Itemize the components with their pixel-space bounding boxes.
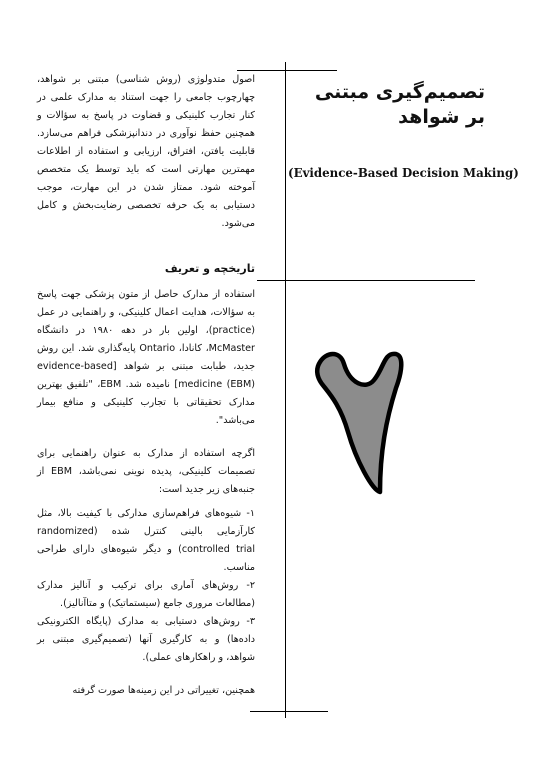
- history-paragraph-3: [37, 682, 255, 700]
- list-item: ۲- روش‌های آماری برای ترکیب و آنالیز مدارک (مطالعات مروری جامع (سیستماتیک) و متاآنالیز).: [37, 580, 255, 609]
- intro-paragraph: [37, 71, 255, 233]
- paragraph-text: استفاده از مدارک حاصل از متون پزشکی جهت پاسخ به سؤالات، هدایت اعمال کلینیکی، و راهنمایی در عمل (practice)، اولین بار در دهه ۱۹۸۰ در دانشگاه McMaster، کانادا، Ontario پایه‌گذاری شد. این روش جدید، طبابت مبتنی بر شواهد [evidence-based medicine (EBM)] نامیده شد. EBM، "تلفیق بهترین مدارک تحقیقاتی با تجارب کلینیکی و منافع بیمار می‌باشد".: [37, 289, 255, 426]
- history-paragraph-1: [37, 286, 255, 430]
- chapter-title: تصمیم‌گیری مبتنی بر شواهد: [314, 81, 485, 128]
- feature-list: [37, 505, 255, 667]
- intro-text: اصول متدولوژی (روش شناسی) مبتنی بر شواهد، چهارچوب جامعی را جهت استناد به مدارک علمی در کنار تجارب کلینیکی و قضاوت در پاسخ به سؤالات و همچنین حفظ نوآوری در دندانپزشکی فراهم می‌سازد. قابلیت یافتن، افتراق، ارزیابی و استفاده از اطلاعات مهمترین مهارتی است که باید توسط یک متخصص آموخته شود. ممتاز شدن در این مهارت، موجب دستیابی به یک حرفه تخصصی رضایت‌بخش و کامل می‌شود.: [37, 74, 255, 229]
- paragraph-text: همچنین، تغییراتی در این زمینه‌ها صورت گرفته: [72, 685, 255, 696]
- list-item: ۳- روش‌های دستیابی به مدارک (پایگاه الکترونیکی داده‌ها) و به کارگیری آنها (تصمیم‌گیری مبتنی بر شواهد، و راهکارهای عملی).: [37, 616, 255, 663]
- bottom-rule: [250, 711, 328, 712]
- vertical-divider: [285, 62, 286, 718]
- history-paragraph-2: [37, 445, 255, 499]
- heading-underline: [257, 280, 475, 281]
- paragraph-text: اگرچه استفاده از مدارک به عنوان راهنمایی برای تصمیمات کلینیکی، پدیده نوینی نمی‌باشد، EBM از جنبه‌های زیر جدید است:: [37, 448, 255, 495]
- section-heading: تاریخچه و تعریف: [164, 262, 255, 275]
- list-item: ۱- شیوه‌های فراهم‌سازی مدارکی با کیفیت بالا، مثل کارآزمایی بالینی کنترل شده (randomized controlled trial) و دیگر شیوه‌های دارای طراحی مناسب.: [37, 508, 255, 573]
- chapter-english-title: (Evidence-Based Decision Making): [288, 166, 519, 180]
- chapter-number-glyph: [300, 340, 420, 500]
- chapter-number: [300, 340, 420, 500]
